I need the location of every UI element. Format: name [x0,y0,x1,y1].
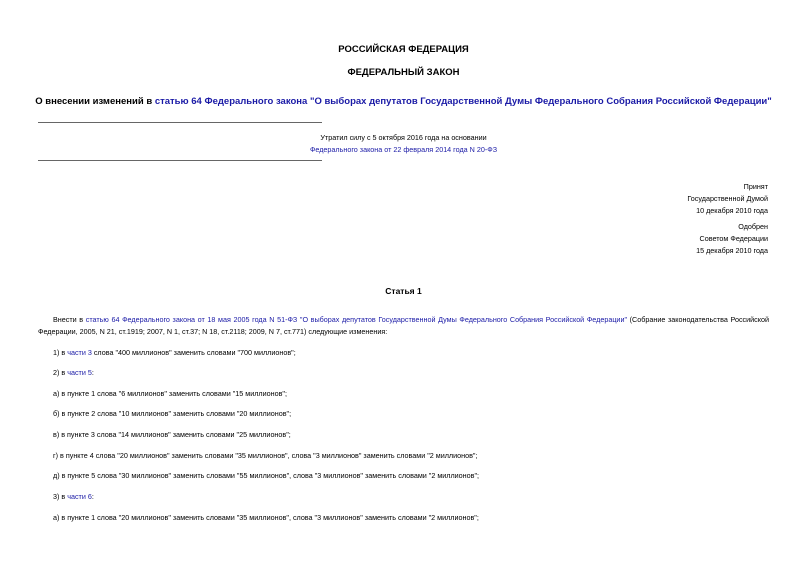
law-type-heading: ФЕДЕРАЛЬНЫЙ ЗАКОН [347,67,460,78]
item1-suffix: слова "400 миллионов" заменить словами "700 миллионов"; [91,348,296,357]
intro-suffix: (Собрание законодательства Российской Федерации, 2005, N 21, ст.1919; 2007, N 1, ст.37; N 18, ст.2118; 2009, N 7, ст.771) следующие изменения: [38,315,770,336]
item3-prefix: 3) в [53,492,68,501]
accepted-block [568,181,768,217]
list-item-2b: б) в пункте 2 слова "10 миллионов" заменить словами "20 миллионов"; [53,409,292,418]
list-item-2c: в) в пункте 3 слова "14 миллионов" заменить словами "25 миллионов"; [53,430,291,439]
approved-block [568,221,768,257]
list-item-3a: а) в пункте 1 слова "20 миллионов" заменить словами "35 миллионов", слова "3 миллионов" заменить словами "2 миллионов"; [53,513,479,522]
approved-label: Одобрен [738,222,768,231]
status-note-link[interactable]: Федерального закона от 22 февраля 2014 года N 20-ФЗ [309,145,498,154]
law-title-link[interactable]: статью 64 Федерального закона "О выборах депутатов Государственной Думы Федерального Собрания Российской Федерации" [154,96,772,107]
article-intro [38,314,769,338]
approved-date: 15 декабря 2010 года [696,246,768,255]
federation-heading: РОССИЙСКАЯ ФЕДЕРАЦИЯ [338,44,469,55]
law-title-prefix: О внесении изменений в [35,96,155,107]
intro-link[interactable]: статью 64 Федерального закона от 18 мая 2005 года N 51-ФЗ "О выборах депутатов Государственной Думы Федерального Собрания Российской Федерации" [85,315,628,324]
status-note-line1: Утратил силу с 5 октября 2016 года на основании [320,133,487,142]
accepted-body: Государственной Думой [687,194,768,203]
item1-link[interactable]: части 3 [67,348,92,357]
bottom-divider [38,160,322,161]
item2-link[interactable]: части 5 [67,368,92,377]
list-item-3 [53,492,94,501]
list-item-2e: д) в пункте 5 слова "30 миллионов" заменить словами "55 миллионов", слова "3 миллионов" заменить словами "2 миллионов"; [53,471,480,480]
item3-suffix: : [91,492,94,501]
article-heading: Статья 1 [385,286,422,296]
accepted-label: Принят [743,182,768,191]
list-item-2 [53,368,94,377]
item2-prefix: 2) в [53,368,68,377]
item2-suffix: : [91,368,94,377]
accepted-date: 10 декабря 2010 года [696,206,768,215]
list-item-1 [53,348,296,357]
list-item-2d: г) в пункте 4 слова "20 миллионов" заменить словами "35 миллионов", слова "3 миллионов" заменить словами "2 миллионов"; [53,451,478,460]
top-divider [38,122,322,123]
law-title [0,96,807,107]
list-item-2a: а) в пункте 1 слова "6 миллионов" заменить словами "15 миллионов"; [53,389,287,398]
item1-prefix: 1) в [53,348,68,357]
approved-body: Советом Федерации [699,234,768,243]
item3-link[interactable]: части 6 [67,492,92,501]
intro-prefix: Внести в [53,315,86,324]
